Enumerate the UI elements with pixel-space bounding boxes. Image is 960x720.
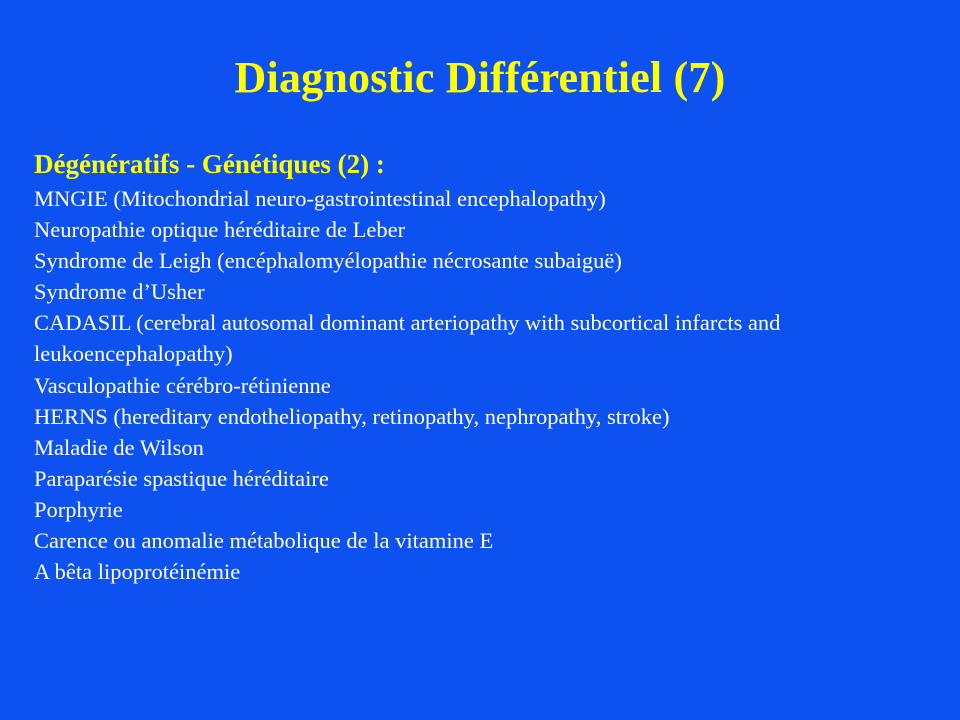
list-item: HERNS (hereditary endotheliopathy, retinopathy, nephropathy, stroke) (34, 403, 670, 429)
list-item: A bêta lipoprotéinémie (34, 559, 241, 585)
slide-title: Diagnostic Différentiel (7) (234, 53, 726, 102)
list-item: Vasculopathie cérébro-rétinienne (34, 372, 331, 398)
slide-content (34, 145, 944, 587)
list-item: Syndrome d’Usher (34, 279, 205, 305)
section-heading: Dégénératifs - Génétiques (2) : (34, 149, 385, 179)
diagnosis-list (34, 183, 944, 587)
list-item: Neuropathie optique héréditaire de Leber (34, 217, 406, 243)
list-item: CADASIL (cerebral autosomal dominant arteriopathy with subcortical infarcts and leukoencephalopathy) (34, 310, 781, 367)
list-item: Porphyrie (34, 496, 123, 522)
list-item: MNGIE (Mitochondrial neuro-gastrointestinal encephalopathy) (34, 186, 606, 211)
list-item: Paraparésie spastique héréditaire (34, 465, 329, 491)
list-item: Carence ou anomalie métabolique de la vitamine E (34, 528, 494, 554)
list-item: Syndrome de Leigh (encéphalomyélopathie nécrosante subaiguë) (34, 248, 622, 274)
list-item: Maladie de Wilson (34, 434, 204, 460)
